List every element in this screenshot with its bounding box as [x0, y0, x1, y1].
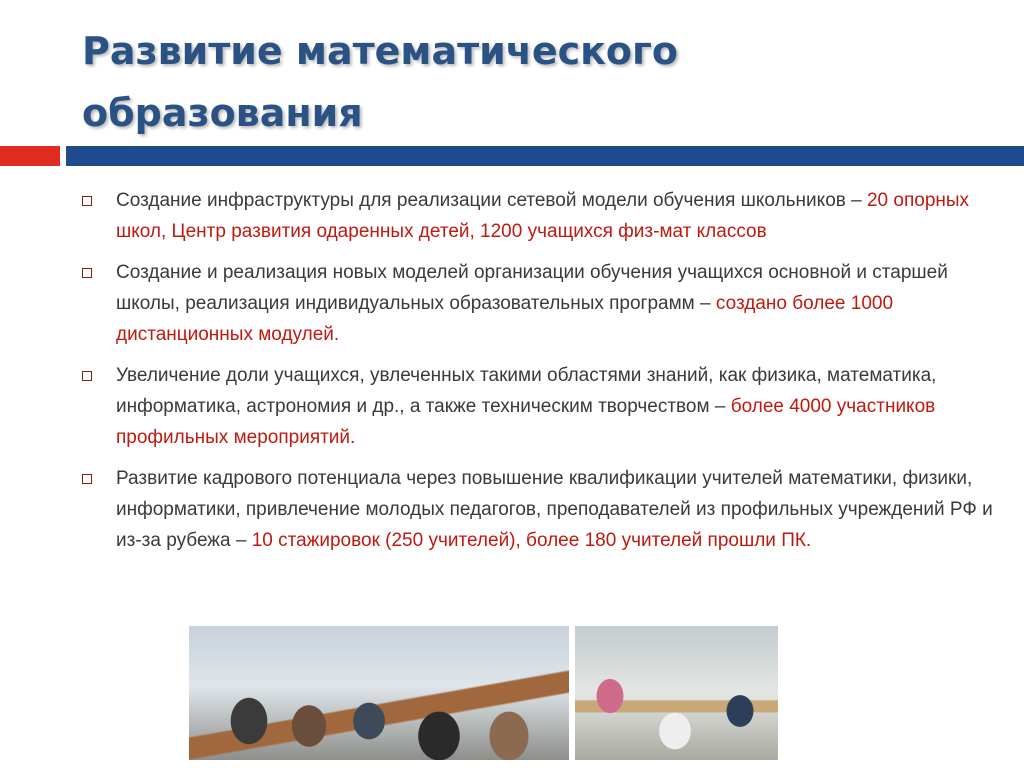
bullet-text: Создание и реализация новых моделей организации обучения учащихся основной и старшей школы, реализация индивидуальных образовательных программ – — [116, 262, 948, 314]
photo-classroom-computers — [575, 626, 778, 760]
photo-seminar-meeting — [189, 626, 569, 760]
title-line-2: образования — [82, 91, 363, 135]
bullet-item — [80, 185, 1000, 247]
square-bullet-icon — [82, 371, 92, 381]
square-bullet-icon — [82, 474, 92, 484]
bullet-text: Развитие кадрового потенциала через повышение квалификации учителей математики, физики, информатики, привлечение молодых педагогов, преподавателей из профильных учреждений РФ и из-за рубежа – — [116, 468, 993, 551]
bullet-list — [80, 185, 1000, 566]
accent-bar-blue — [66, 146, 1024, 166]
bullet-item — [80, 360, 1000, 453]
bullet-item — [80, 257, 1000, 350]
bullet-item — [80, 463, 1000, 556]
accent-bar-red — [0, 146, 60, 166]
title-line-1: Развитие математического — [82, 29, 678, 73]
bullet-text: Создание инфраструктуры для реализации сетевой модели обучения школьников – — [116, 190, 867, 211]
bullet-highlight: создано более 1000 дистанционных модулей. — [116, 293, 894, 345]
square-bullet-icon — [82, 196, 92, 206]
bullet-highlight: 20 опорных школ, Центр развития одаренных детей, 1200 учащихся физ-мат классов — [116, 190, 970, 242]
bullet-text: Увеличение доли учащихся, увлеченных такими областями знаний, как физика, математика, информатика, астрономия и др., а также техническим творчеством – — [116, 365, 937, 417]
square-bullet-icon — [82, 268, 92, 278]
bullet-highlight: более 4000 участников профильных мероприятий. — [116, 396, 936, 448]
bullet-highlight: 10 стажировок (250 учителей), более 180 учителей прошли ПК. — [251, 530, 812, 551]
slide-title — [82, 20, 982, 144]
